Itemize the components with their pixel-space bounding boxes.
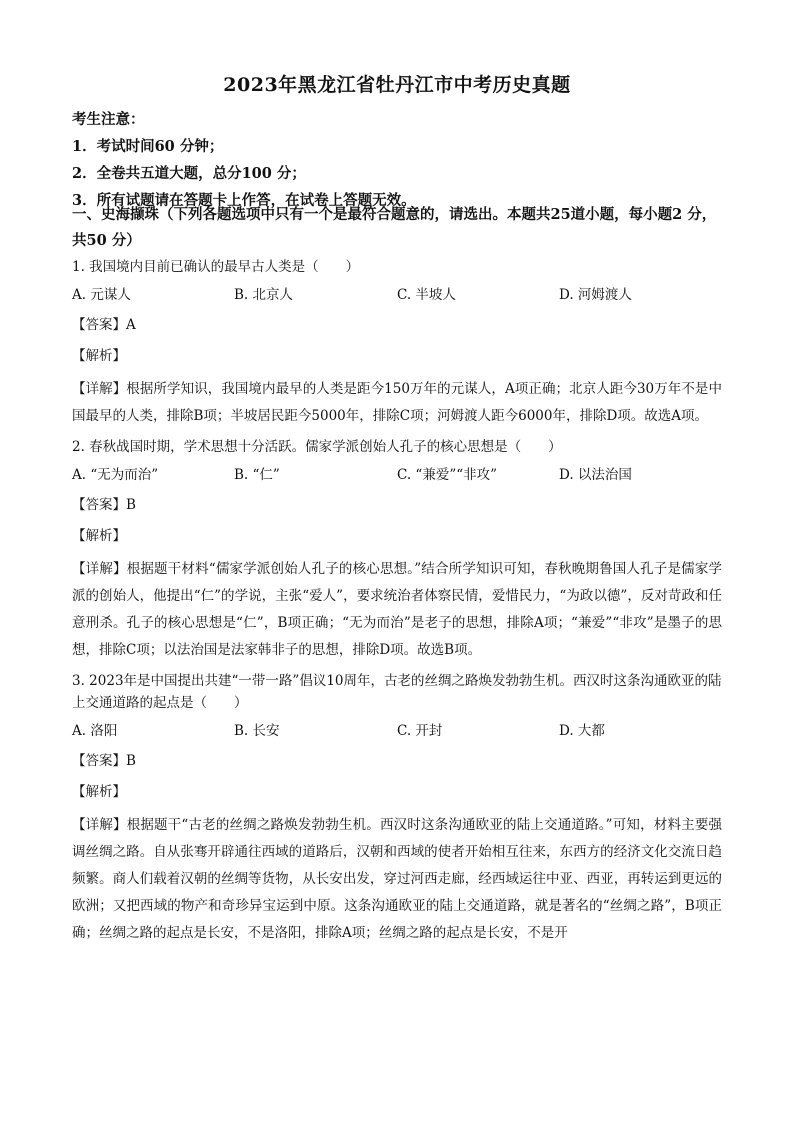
questions-area: [72, 256, 722, 953]
option-b: B. “仁”: [234, 467, 280, 483]
option-row: [72, 284, 722, 306]
question-stem: 2. 春秋战国时期，学术思想十分活跃。儒家学派创始人孔子的核心思想是（ ）: [72, 439, 562, 455]
exam-notice: [72, 106, 732, 214]
option-d: D. 以法治国: [559, 467, 632, 483]
option-d: D. 大都: [559, 723, 605, 739]
detail-text: 【详解】根据题干“古老的丝绸之路焕发勃勃生机。西汉时这条沟通欧亚的陆上交通道路。”可知，材料主要强调丝绸之路。自从张骞开辟通往西域的道路后，汉朝和西域的使者开始相互往来，东西方的经济文化交流日趋频繁。商人们载着汉朝的丝绸等货物，从长安出发，穿过河西走廊，经西域运往中亚、西亚，再转运到更远的欧洲；又把西域的物产和奇珍异宝运到中原。这条沟通欧亚的陆上交通道路，就是著名的“丝绸之路”，B项正确；丝绸之路的起点是长安，不是洛阳，排除A项；丝绸之路的起点是长安，不是开: [72, 817, 722, 941]
question-block: [72, 436, 722, 664]
document-title: 2023年黑龙江省牡丹江市中考历史真题: [223, 74, 571, 96]
question-block: [72, 670, 722, 947]
question-block: [72, 256, 722, 430]
option-c: C. 半坡人: [397, 287, 456, 303]
option-row: [72, 720, 722, 742]
option-row: [72, 464, 722, 486]
detail-text: 【详解】根据题干材料“儒家学派创始人孔子的核心思想。”结合所学知识可知，春秋晚期鲁国人孔子是儒家学派的创始人，他提出“仁”的学说，主张“爱人”，要求统治者体察民情，爱惜民力，“为政以德”，反对苛政和任意刑杀。孔子的核心思想是“仁”，B项正确；“无为而治”是老子的思想，排除A项；“兼爱”“非攻”是墨子的思想，排除C项；以法治国是法家韩非子的思想，排除D项。故选B项。: [72, 561, 722, 658]
answer-label: 【答案】A: [72, 317, 136, 333]
option-b: B. 长安: [234, 723, 280, 739]
option-a: A. “无为而治”: [72, 467, 159, 483]
option-a: A. 洛阳: [72, 723, 118, 739]
option-c: C. “兼爱”“非攻”: [397, 467, 498, 483]
detail-text: 【详解】根据所学知识，我国境内最早的人类是距今150万年的元谋人，A项正确；北京人距今30万年不是中国最早的人类，排除B项；半坡居民距今5000年，排除C项；河姆渡人距今6000年，排除D项。故选A项。: [72, 381, 722, 424]
option-b: B. 北京人: [234, 287, 294, 303]
answer-label: 【答案】B: [72, 753, 136, 769]
analysis-label: 【解析】: [72, 528, 126, 544]
option-c: C. 开封: [397, 723, 443, 739]
notice-item: 3．所有试题请在答题卡上作答，在试卷上答题无效。: [72, 192, 416, 209]
analysis-label: 【解析】: [72, 784, 126, 800]
analysis-label: 【解析】: [72, 348, 126, 364]
notice-heading: 考生注意：: [72, 111, 145, 128]
notice-item: 2．全卷共五道大题，总分100 分；: [72, 165, 306, 182]
notice-item: 1．考试时间60 分钟；: [72, 138, 224, 155]
option-d: D. 河姆渡人: [559, 287, 632, 303]
question-stem: 3. 2023年是中国提出共建“一带一路”倡议10周年，古老的丝绸之路焕发勃勃生机。西汉时这条沟通欧亚的陆上交通道路的起点是（ ）: [72, 673, 722, 711]
answer-label: 【答案】B: [72, 497, 136, 513]
question-stem: 1. 我国境内目前已确认的最早古人类是（ ）: [72, 259, 360, 275]
option-a: A. 元谋人: [72, 287, 131, 303]
section-heading: 一、史海撷珠（下列各题选项中只有一个是最符合题意的，请选出。本题共25道小题，每小题2 分，共50 分）: [72, 206, 717, 249]
